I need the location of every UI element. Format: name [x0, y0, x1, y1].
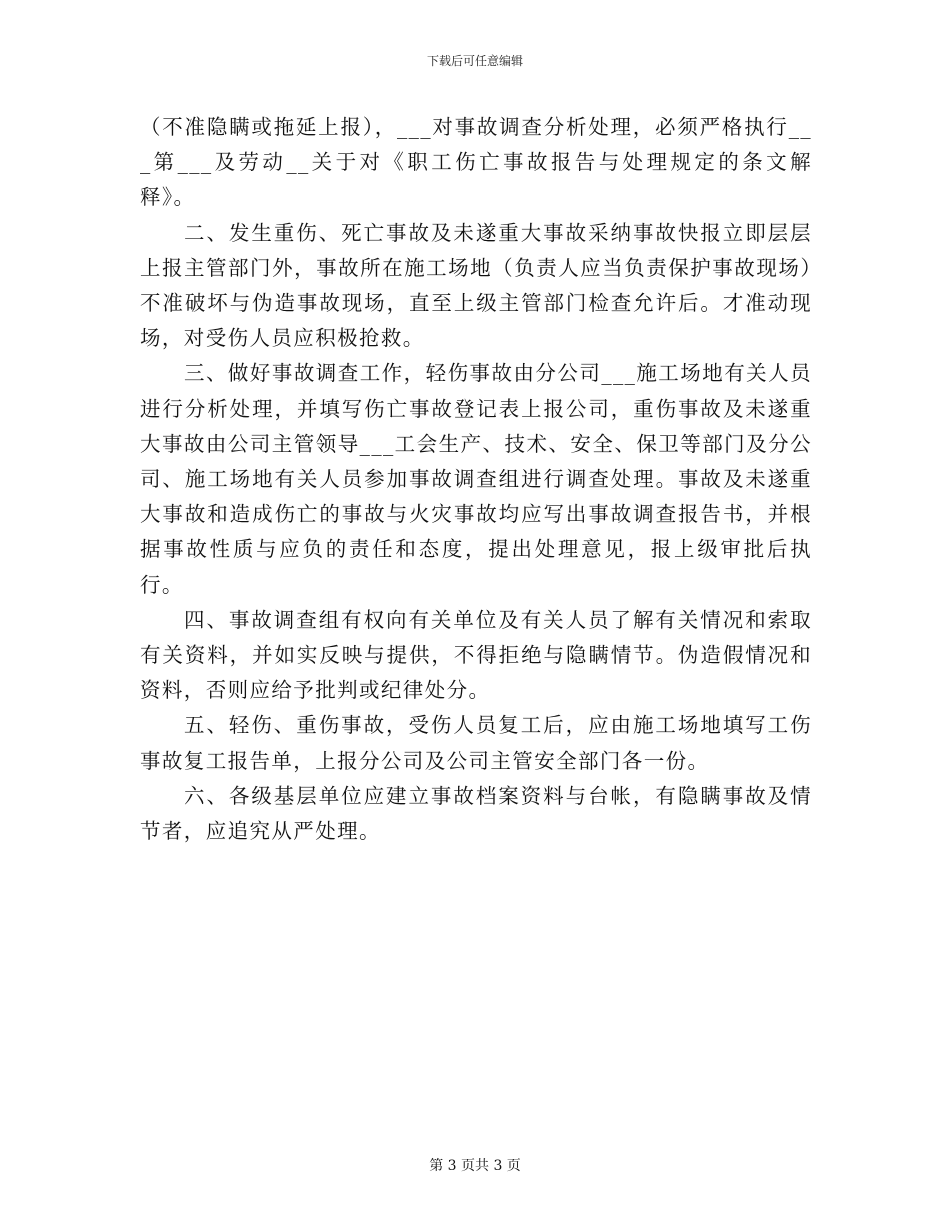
paragraph-item-2: 二、发生重伤、死亡事故及未遂重大事故采纳事故快报立即层层上报主管部门外，事故所在施工场地（负责人应当负责保护事故现场）不准破坏与伪造事故现场，直至上级主管部门检查允许后。才准动现场，对受伤人员应积极抢救。 [140, 220, 812, 351]
page-number-footer: 第 3 页共 3 页 [429, 1158, 521, 1174]
document-body [140, 110, 812, 849]
paragraph-item-3: 三、做好事故调查工作，轻伤事故由分公司___施工场地有关人员进行分析处理，并填写伤亡事故登记表上报公司，重伤事故及未遂重大事故由公司主管领导___工会生产、技术、安全、保卫等部门及分公司、施工场地有关人员参加事故调查组进行调查处理。事故及未遂重大事故和造成伤亡的事故与火灾事故均应写出事故调查报告书，并根据事故性质与应负的责任和态度，提出处理意见，报上级审批后执行。 [140, 361, 812, 597]
paragraph-item-4: 四、事故调查组有权向有关单位及有关人员了解有关情况和索取有关资料，并如实反映与提供，不得拒绝与隐瞒情节。伪造假情况和资料，否则应给予批判或纪律处分。 [140, 607, 812, 703]
paragraph-item-5: 五、轻伤、重伤事故，受伤人员复工后，应由施工场地填写工伤事故复工报告单，上报分公司及公司主管安全部门各一份。 [140, 713, 812, 773]
paragraph-item-6: 六、各级基层单位应建立事故档案资料与台帐，有隐瞒事故及情节者，应追究从严处理。 [140, 783, 812, 844]
page-header: 下载后可任意编辑 [426, 54, 523, 68]
paragraph-continuation: （不准隐瞒或拖延上报），___对事故调查分析处理，必须严格执行___第___及劳动__关于对《职工伤亡事故报告与处理规定的条文解释》。 [140, 115, 812, 210]
